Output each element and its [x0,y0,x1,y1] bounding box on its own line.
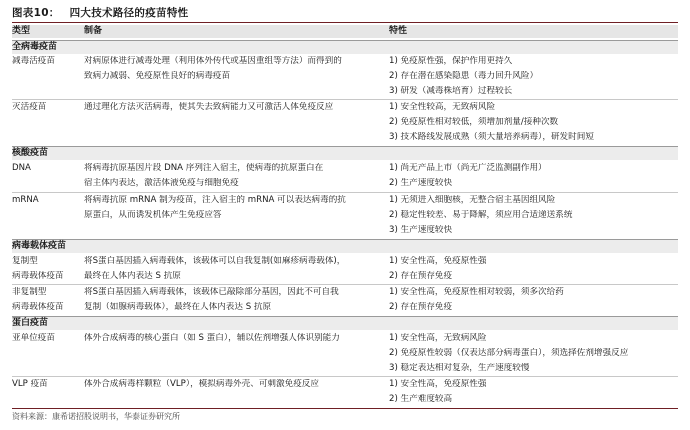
type-cell: 灭活疫苗 [12,102,47,112]
feature-line: 1) 安全性高，免疫原性强 [389,379,487,389]
method-line: 体外合成病毒样颗粒（VLP），模拟病毒外壳、可刺激免疫反应 [84,379,319,389]
method-line: 最终在人体内表达 S 抗原 [84,271,181,281]
feature-line: 2) 免疫原性相对较低，须增加剂量/接种次数 [389,117,559,127]
figure-title [12,5,188,22]
method-line: 将病毒抗原 mRNA 制为疫苗，注入宿主的 mRNA 可以表达病毒的抗 [84,195,346,205]
feature-line: 1) 免疫原性强，保护作用更持久 [389,56,513,66]
feature-line: 2) 稳定性较差、易于降解，须应用合适递送系统 [389,210,573,220]
type-cell: 复制型 [12,256,38,266]
feature-line: 2) 生产速度较快 [389,178,453,188]
method-line: 将S蛋白基因插入病毒载体，该载体可以自我复制(如麻疹病毒载体)， [84,256,346,266]
section-title: 全病毒疫苗 [12,42,58,52]
method-line: 对病原体进行减毒处理（利用体外传代或基因重组等方法）而得到的 [84,56,342,66]
table-header [12,25,678,38]
section-title: 病毒载体疫苗 [12,241,67,251]
section-title: 核酸疫苗 [12,148,49,158]
feature-line: 2) 免疫原性较弱（仅表达部分病毒蛋白），须选择佐剂增强反应 [389,348,629,358]
section-header [12,316,678,330]
method-line: 通过理化方法灭活病毒，使其失去致病能力又可激活人体免疫反应 [84,102,334,112]
type-cell: VLP 疫苗 [12,379,48,389]
top-rule [12,22,678,23]
feature-line: 1) 无须进入细胞核，无整合宿主基因组风险 [389,195,556,205]
feature-line: 1) 安全性较高，无致病风险 [389,102,496,112]
section-title: 蛋白疫苗 [12,318,49,328]
method-line: 将S蛋白基因插入病毒载体，该载体已敲除部分基因，因此不可自我 [84,287,339,297]
section-header [12,40,678,54]
bottom-rule [12,408,678,409]
feature-line: 3) 技术路线发展成熟（须大量培养病毒），研发时间短 [389,132,594,142]
row-divider [12,376,678,377]
type-cell: 非复制型 [12,287,47,297]
feature-line: 1) 安全性高，无致病风险 [389,333,487,343]
figure-title-text: 四大技术路径的疫苗特性 [69,7,189,19]
type-cell: 亚单位疫苗 [12,333,55,343]
row-divider [12,99,678,100]
method-line: 复制（如腺病毒载体），最终在人体内表达 S 抗原 [84,302,272,312]
row-divider [12,192,678,193]
row-divider [12,284,678,285]
feature-line: 1) 安全性高，免疫原性相对较弱，须多次给药 [389,287,564,297]
feature-line: 1) 安全性高，免疫原性强 [389,256,487,266]
method-line: 体外合成病毒的核心蛋白（如 S 蛋白），辅以佐剂增强人体识别能力 [84,333,340,343]
type-cell: 减毒活疫苗 [12,56,55,66]
feature-line: 2) 存在预存免疫 [389,302,453,312]
header-features: 特性 [389,26,408,36]
figure-label: 图表10： [12,7,60,19]
method-line: 宿主体内表达，激活体液免疫与细胞免疫 [84,178,239,188]
feature-line: 3) 研发（减毒株培育）过程较长 [389,86,513,96]
header-method: 制备 [84,26,103,36]
type-cell: mRNA [12,195,39,205]
feature-line: 1) 尚无产品上市（尚无广泛监测副作用） [389,163,547,173]
section-header [12,146,678,160]
type-cell: DNA [12,163,31,173]
source-note: 资料来源：康希诺招股说明书，华泰证券研究所 [12,412,180,421]
feature-line: 2) 生产难度较高 [389,394,453,404]
feature-line: 3) 生产速度较快 [389,225,453,235]
method-line: 将病毒抗原基因片段 DNA 序列注入宿主，使病毒的抗原蛋白在 [84,163,324,173]
type-cell-line2: 病毒载体疫苗 [12,302,64,312]
method-line: 致病力减弱、免疫原性良好的病毒疫苗 [84,71,231,81]
feature-line: 3) 稳定表达相对复杂，生产速度较慢 [389,363,530,373]
type-cell-line2: 病毒载体疫苗 [12,271,64,281]
header-type: 类型 [12,26,31,36]
method-line: 原蛋白，从而诱发机体产生免疫应答 [84,210,222,220]
feature-line: 2) 存在预存免疫 [389,271,453,281]
feature-line: 2) 存在潜在感染隐患（毒力回升风险） [389,71,539,81]
section-header [12,239,678,253]
